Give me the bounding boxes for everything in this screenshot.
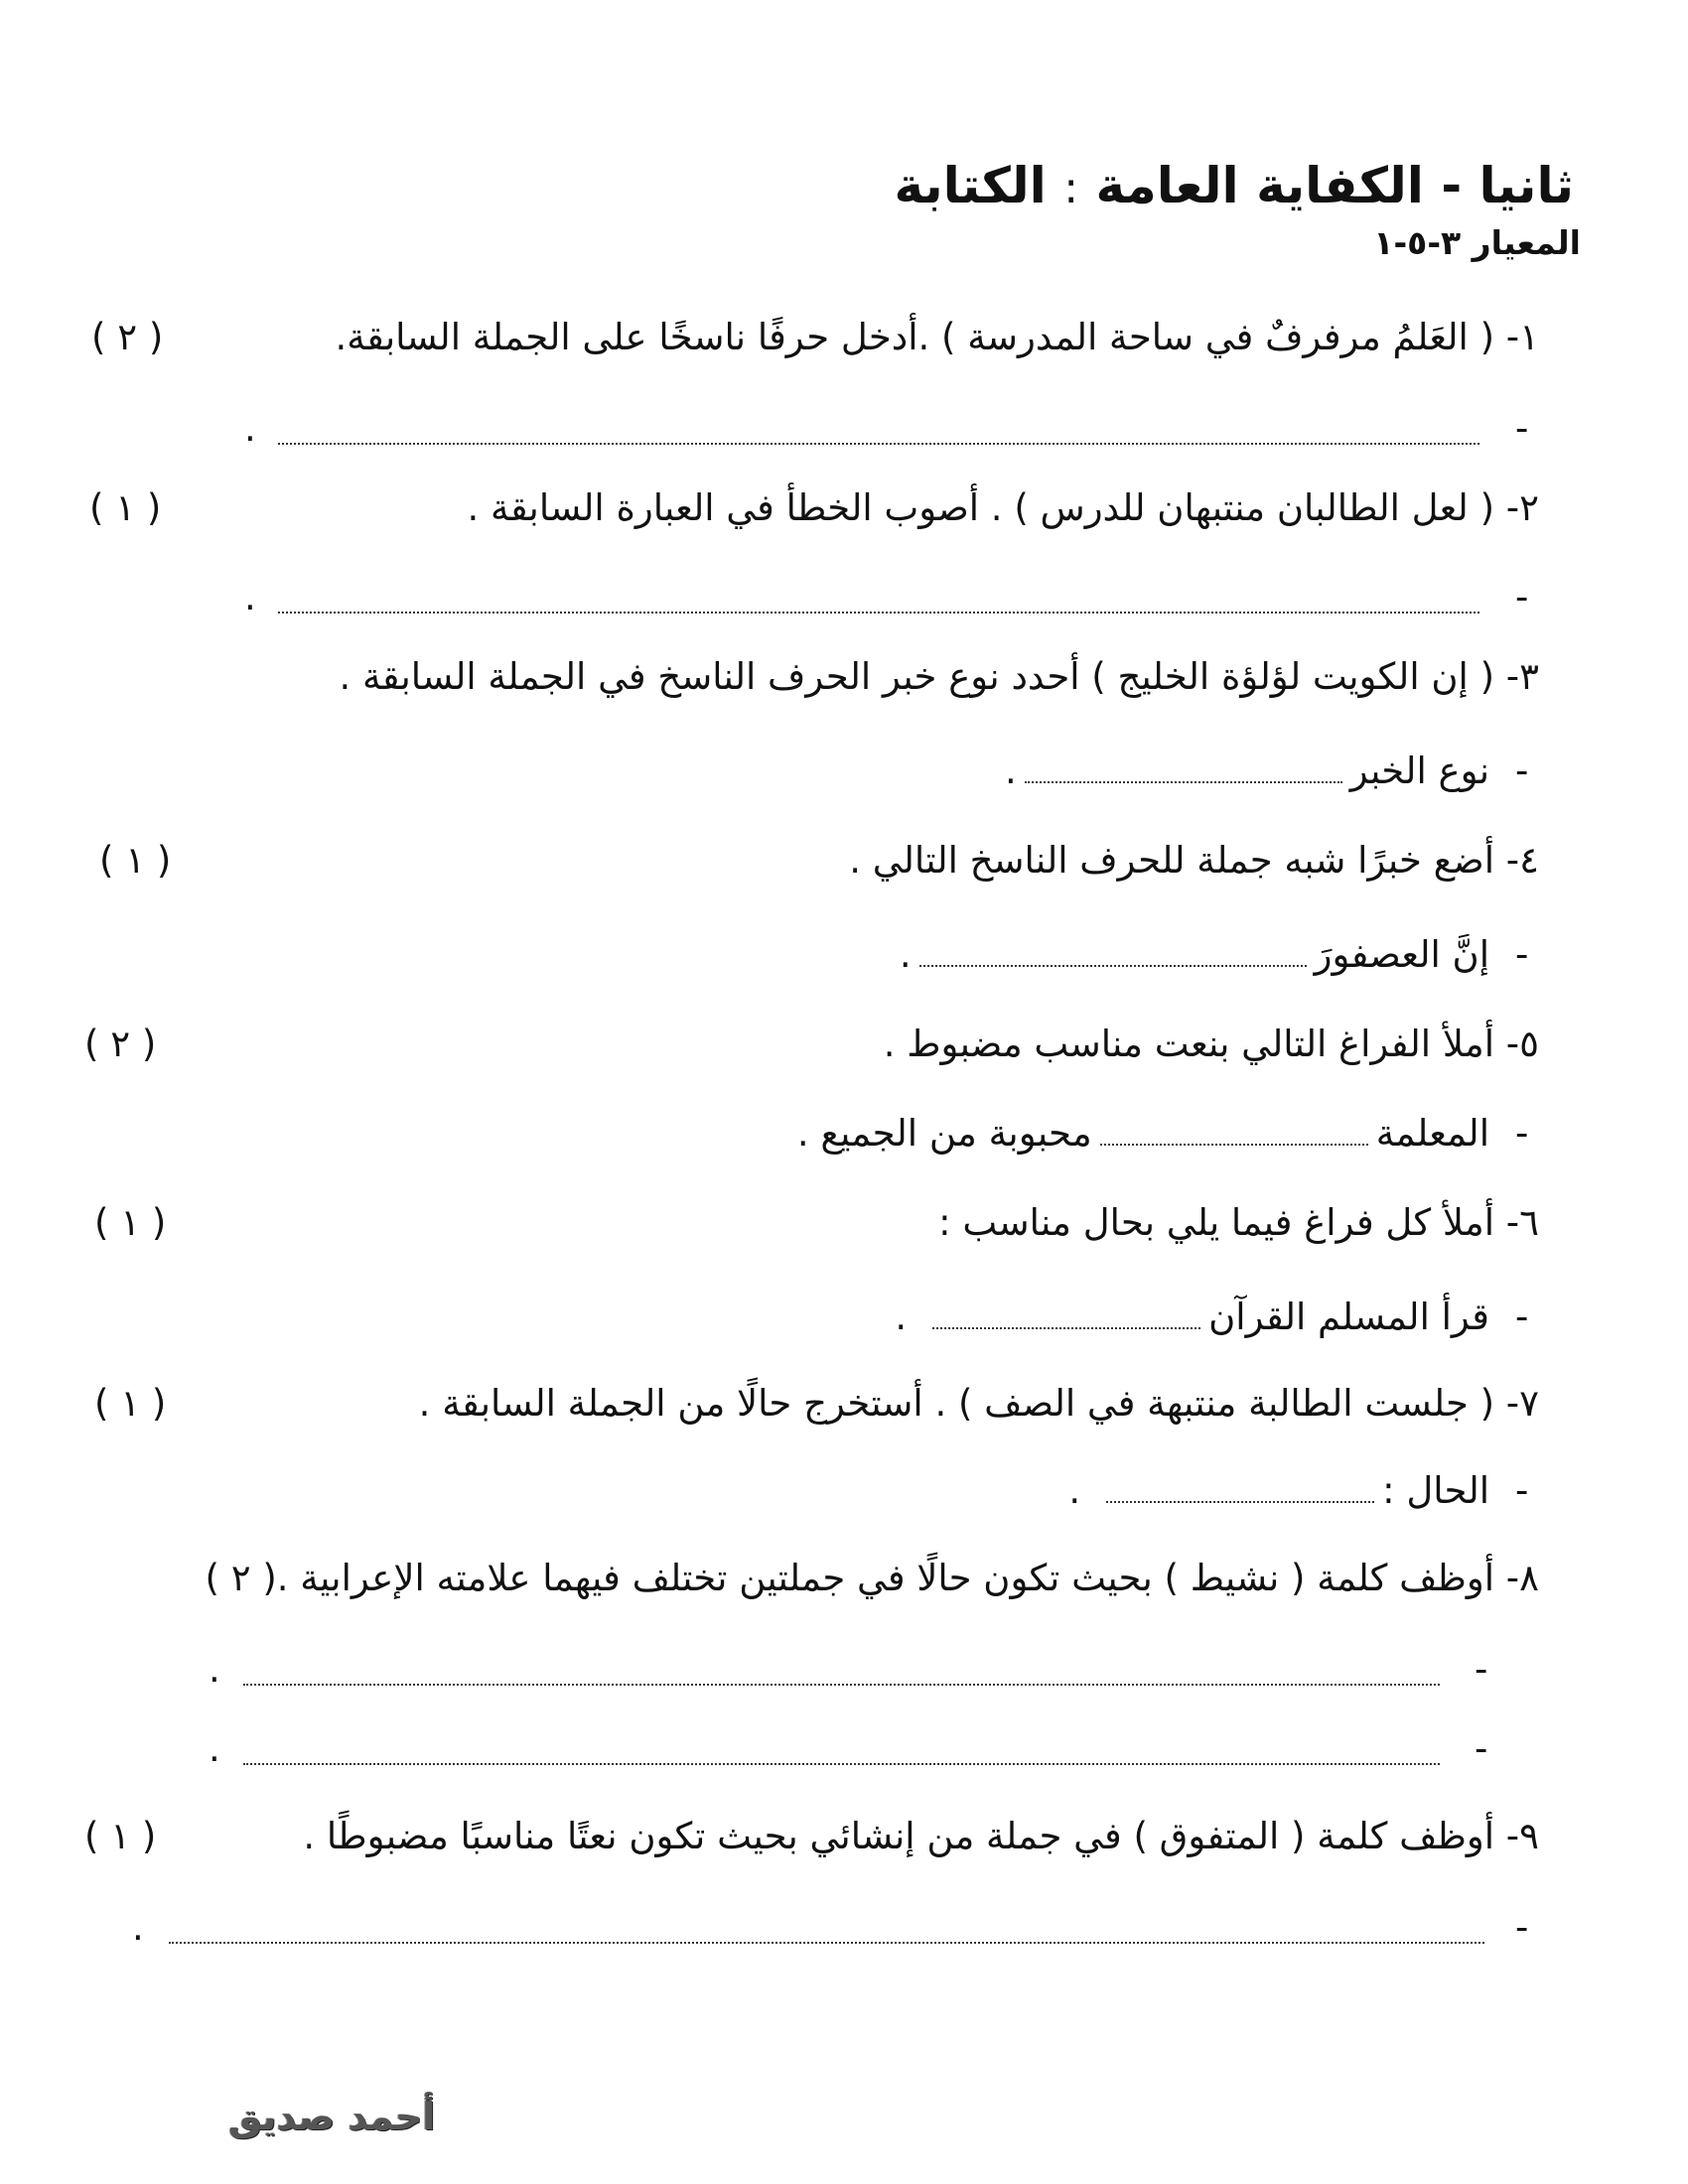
answer-dash: -: [1475, 1727, 1488, 1770]
question-1: ١- ( العَلمُ مرفرفٌ في ساحة المدرسة ) .أدخل حرفًا ناسخًا على الجملة السابقة.: [335, 316, 1539, 358]
title-separator: :: [1063, 163, 1079, 213]
answer-label: [797, 1112, 1489, 1155]
answer-label: [1005, 750, 1489, 792]
question-6-score: ( ١ ): [94, 1201, 167, 1244]
question-6: ٦- أملأ كل فراغ فيما يلي بحال مناسب :: [938, 1201, 1539, 1244]
answer-after-text: محبوبة من الجميع .: [796, 1112, 1092, 1155]
question-2-score: ( ١ ): [89, 486, 162, 529]
answer-line[interactable]: [278, 612, 1479, 614]
answer-label-text: نوع الخبر: [1349, 750, 1489, 792]
answer-line[interactable]: [278, 443, 1479, 445]
standard-label: المعيار ٣-٥-١: [1373, 223, 1581, 262]
answer-blank[interactable]: [919, 965, 1307, 967]
answer-end: .: [895, 1296, 908, 1338]
answer-end: .: [1004, 750, 1017, 792]
question-4: ٤- أضع خبرًا شبه جملة للحرف الناسخ التالي .: [849, 839, 1539, 882]
answer-end: .: [244, 407, 256, 450]
answer-end: .: [132, 1906, 144, 1949]
answer-blank[interactable]: [1025, 781, 1342, 783]
answer-line[interactable]: [169, 1942, 1484, 1944]
question-5: ٥- أملأ الفراغ التالي بنعت مناسب مضبوط .: [883, 1023, 1539, 1065]
answer-label-text: قرأ المسلم القرآن: [1208, 1296, 1489, 1338]
answer-dash: -: [1515, 933, 1529, 976]
answer-dash: -: [1515, 750, 1529, 792]
question-2: ٢- ( لعل الطالبان منتبهان للدرس ) . أصوب الخطأ في العبارة السابقة .: [467, 486, 1539, 529]
answer-dash: -: [1515, 1906, 1529, 1949]
answer-label: [900, 933, 1489, 976]
answer-label: [1068, 1469, 1489, 1512]
answer-label-text: الحال :: [1382, 1469, 1489, 1512]
answer-dash: -: [1515, 1112, 1529, 1155]
answer-dash: -: [1515, 1296, 1529, 1338]
title-main: ثانيا - الكفاية العامة: [1095, 157, 1574, 214]
answer-end: .: [1068, 1469, 1081, 1512]
answer-end: .: [899, 933, 912, 976]
question-4-score: ( ١ ): [99, 839, 172, 882]
answer-line[interactable]: [243, 1684, 1440, 1686]
answer-line[interactable]: [243, 1763, 1440, 1765]
question-8: ٨- أوظف كلمة ( نشيط ) بحيث تكون حالًا في جملتين تختلف فيهما علامته الإعرابية .( ٢ ): [205, 1557, 1539, 1599]
question-7: ٧- ( جلست الطالبة منتبهة في الصف ) . أستخرج حالًا من الجملة السابقة .: [418, 1382, 1539, 1425]
author-signature: أحمد صديق: [228, 2095, 436, 2138]
question-1-score: ( ٢ ): [91, 316, 164, 358]
answer-blank[interactable]: [1106, 1501, 1374, 1503]
answer-dash: -: [1515, 407, 1529, 450]
answer-label: [895, 1296, 1489, 1338]
question-9-score: ( ١ ): [84, 1815, 157, 1857]
answer-dash: -: [1515, 1469, 1529, 1512]
question-7-score: ( ١ ): [94, 1382, 167, 1425]
answer-label-text: إنَّ العصفورَ: [1314, 933, 1489, 976]
title-sub: الكتابة: [894, 157, 1047, 214]
question-3: ٣- ( إن الكويت لؤلؤة الخليج ) أحدد نوع خبر الحرف الناسخ في الجملة السابقة .: [339, 655, 1539, 698]
answer-end: .: [209, 1727, 220, 1770]
question-5-score: ( ٢ ): [84, 1023, 157, 1065]
answer-blank[interactable]: [932, 1327, 1200, 1329]
answer-end: .: [209, 1648, 220, 1691]
answer-dash: -: [1475, 1648, 1488, 1691]
question-9: ٩- أوظف كلمة ( المتفوق ) في جملة من إنشائي بحيث تكون نعتًا مناسبًا مضبوطًا .: [303, 1815, 1539, 1857]
answer-before-text: المعلمة: [1375, 1112, 1489, 1155]
page-title: [895, 157, 1574, 214]
answer-end: .: [244, 576, 256, 618]
answer-dash: -: [1515, 576, 1529, 618]
answer-blank[interactable]: [1100, 1144, 1368, 1146]
